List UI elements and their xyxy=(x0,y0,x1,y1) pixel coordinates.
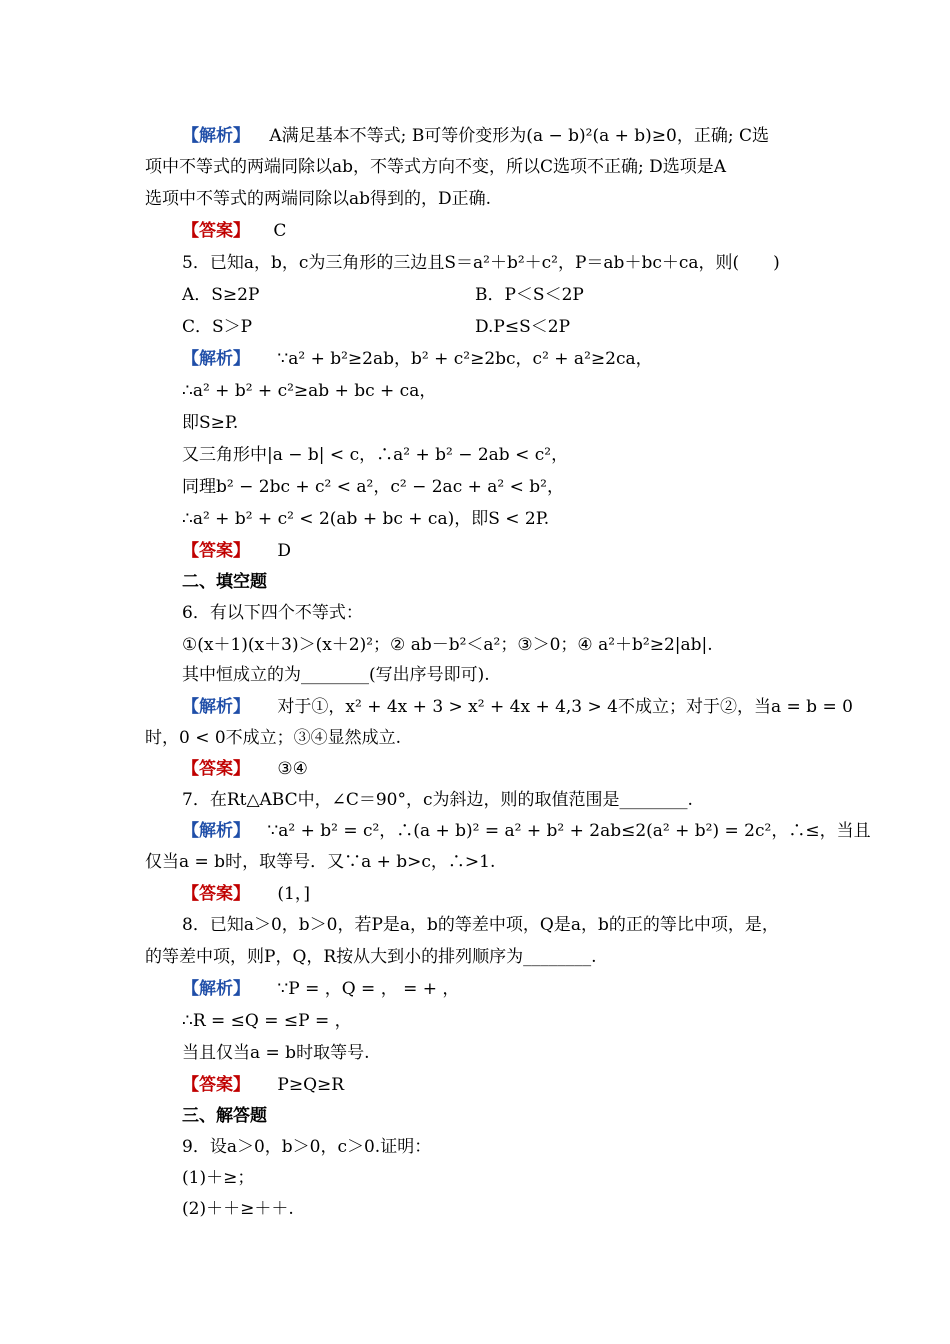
text-line: ①(x＋1)(x＋3)＞(x＋2)²；② ab－b²＜a²；③＞0；④ a²＋b²≥2|ab|. xyxy=(182,635,713,655)
text-line: 即S≥P. xyxy=(182,413,239,433)
text-line: 的等差中项，则P，Q，R按从大到小的排列顺序为________. xyxy=(145,947,597,967)
options-row xyxy=(182,316,782,338)
option-c: C．S＞P xyxy=(182,317,253,337)
analysis-line xyxy=(182,696,853,718)
text-line: (1)＋≥； xyxy=(182,1168,255,1188)
text-line: 当且仅当a = b时取等号. xyxy=(182,1043,370,1063)
question-6: 6．有以下四个不等式： xyxy=(182,603,363,623)
option-d: D.P≤S＜2P xyxy=(475,317,571,337)
section-heading: 三、解答题 xyxy=(182,1106,267,1126)
question-7: 7．在Rt△ABC中，∠C＝90°，c为斜边，则的取值范围是________. xyxy=(182,790,693,810)
text-line: 同理b² − 2bc + c² < a²，c² − 2ac + a² < b²， xyxy=(182,477,564,497)
answer-tag: 【答案】 xyxy=(182,884,250,904)
question-8: 8．已知a＞0，b＞0，若P是a，b的等差中项，Q是a，b的正的等比中项，是， xyxy=(182,915,779,935)
text-line: 又三角形中|a − b| < c，∴a² + b² − 2ab < c²， xyxy=(182,445,569,465)
analysis-tag: 【解析】 xyxy=(182,697,250,717)
text-line: ∴a² + b² + c²≥ab + bc + ca， xyxy=(182,381,437,401)
analysis-line xyxy=(182,820,871,842)
analysis-tag: 【解析】 xyxy=(182,126,250,146)
answer-line xyxy=(182,758,308,780)
analysis-text: ∵a² + b²≥2ab，b² + c²≥2bc，c² + a²≥2ca， xyxy=(277,349,653,369)
analysis-tag: 【解析】 xyxy=(182,821,250,841)
text-line: 其中恒成立的为________(写出序号即可). xyxy=(182,665,490,685)
answer-line xyxy=(182,1074,344,1096)
text-line: (2)＋＋≥＋＋. xyxy=(182,1199,294,1219)
answer-text: ③④ xyxy=(277,759,308,779)
options-row xyxy=(182,284,782,306)
analysis-text: ∵a² + b² = c²，∴(a + b)² = a² + b² + 2ab≤2(a² + b²) = 2c²，∴≤，当且 xyxy=(267,821,871,841)
option-a: A．S≥2P xyxy=(182,285,260,305)
question-5: 5．已知a，b，c为三角形的三边且S＝a²＋b²＋c²，P＝ab＋bc＋ca，则( ) xyxy=(182,253,780,273)
text-line: 项中不等式的两端同除以ab，不等式方向不变，所以C选项不正确; D选项是A xyxy=(145,157,727,177)
text-line: 仅当a = b时，取等号．又∵a + b>c，∴>1. xyxy=(145,852,496,872)
answer-tag: 【答案】 xyxy=(182,1075,250,1095)
answer-line xyxy=(182,883,310,905)
analysis-tag: 【解析】 xyxy=(182,979,250,999)
answer-text: C xyxy=(273,221,287,241)
analysis-line xyxy=(182,978,459,1000)
analysis-text: 对于①，x² + 4x + 3 > x² + 4x + 4,3 > 4不成立；对于②，当a = b = 0 xyxy=(277,697,853,717)
analysis-tag: 【解析】 xyxy=(182,349,250,369)
analysis-text: A满足基本不等式; B可等价变形为(a − b)²(a + b)≥0，正确; C选 xyxy=(269,126,769,146)
analysis-text: ∵P = ，Q = ， = + ， xyxy=(277,979,460,999)
answer-tag: 【答案】 xyxy=(182,221,250,241)
option-b: B．P＜S＜2P xyxy=(475,285,584,305)
section-heading: 二、填空题 xyxy=(182,572,267,592)
answer-text: (1，] xyxy=(277,884,310,904)
answer-line xyxy=(182,540,291,562)
answer-text: P≥Q≥R xyxy=(277,1075,345,1095)
analysis-line xyxy=(182,348,653,370)
answer-tag: 【答案】 xyxy=(182,541,250,561)
answer-line xyxy=(182,220,286,242)
answer-tag: 【答案】 xyxy=(182,759,250,779)
text-line: ∴a² + b² + c² < 2(ab + bc + ca)，即S < 2P. xyxy=(182,509,550,529)
analysis-line xyxy=(182,125,769,147)
text-line: 时，0 < 0不成立；③④显然成立. xyxy=(145,728,402,748)
text-line: ∴R = ≤Q = ≤P = ， xyxy=(182,1011,352,1031)
answer-text: D xyxy=(277,541,292,561)
question-9: 9．设a＞0，b＞0，c＞0.证明： xyxy=(182,1137,432,1157)
text-line: 选项中不等式的两端同除以ab得到的，D正确. xyxy=(145,189,492,209)
